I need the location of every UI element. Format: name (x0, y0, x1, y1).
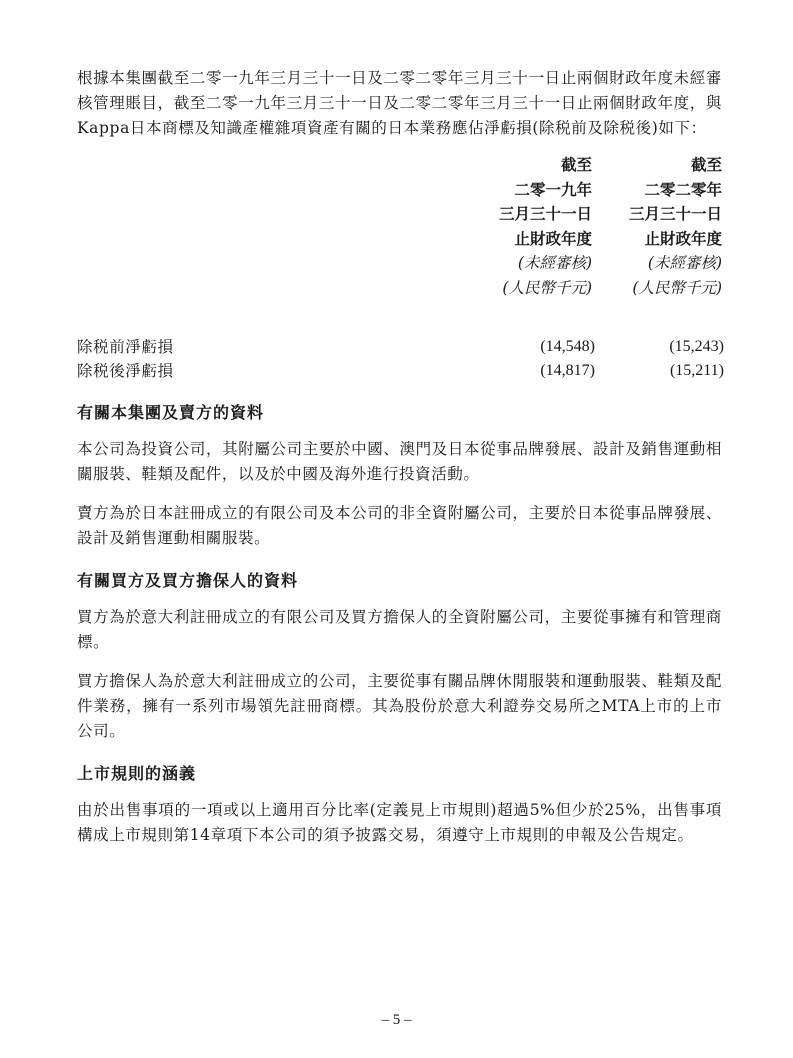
value-2019: (14,548) (540, 338, 595, 355)
page-content (77, 66, 722, 848)
section-paragraph: 由於出售事項的一項或以上適用百分比率(定義見上市規則)超過5%但少於25%，出售事項構成上市規則第14章項下本公司的須予披露交易，須遵守上市規則的申報及公告規定。 (77, 801, 722, 844)
section-paragraph: 買方為於意大利註冊成立的有限公司及買方擔保人的全資附屬公司，主要從事擁有和管理商標。 (77, 608, 722, 651)
section-paragraph: 賣方為於日本註冊成立的有限公司及本公司的非全資附屬公司，主要於日本從事品牌發展、設計及銷售運動相關服裝。 (77, 504, 722, 547)
column-header-2019: 截至 二零一九年 三月三十一日 止財政年度 (未經審核) (人民幣千元) (498, 155, 592, 297)
section-paragraph: 本公司為投資公司，其附屬公司主要於中國、澳門及日本從事品牌發展、設計及銷售運動相關服裝、鞋類及配件，以及於中國及海外進行投資活動。 (77, 440, 722, 483)
value-2020: (15,243) (669, 338, 724, 355)
row-label: 除税後淨虧損 (77, 362, 174, 380)
table-row (77, 359, 722, 383)
section-heading: 有關買方及買方擔保人的資料 (77, 571, 299, 590)
row-label: 除税前淨虧損 (77, 338, 174, 356)
column-header-2020: 截至 二零二零年 三月三十一日 止財政年度 (未經審核) (人民幣千元) (628, 155, 722, 297)
section-heading: 有關本集團及賣方的資料 (77, 403, 265, 422)
value-2019: (14,817) (540, 362, 595, 379)
table-body (77, 335, 722, 383)
intro-paragraph: 根據本集團截至二零一九年三月三十一日及二零二零年三月三十一日止兩個財政年度未經審核管理賬目，截至二零一九年三月三十一日及二零二零年三月三十一日止兩個財政年度，與Kappa日本商標及知識產權雜項資產有關的日本業務應佔淨虧損(除税前及除税後)如下： (77, 69, 722, 137)
table-header (77, 153, 722, 313)
section-heading: 上市規則的涵義 (77, 764, 197, 783)
section-paragraph: 買方擔保人為於意大利註冊成立的公司，主要從事有關品牌休閒服裝和運動服裝、鞋類及配件業務，擁有一系列市場領先註冊商標。其為股份於意大利證券交易所之MTA上市的上市公司。 (77, 672, 722, 740)
page-number: – 5 – (381, 1012, 412, 1028)
table-row (77, 335, 722, 359)
value-2020: (15,211) (669, 362, 724, 379)
